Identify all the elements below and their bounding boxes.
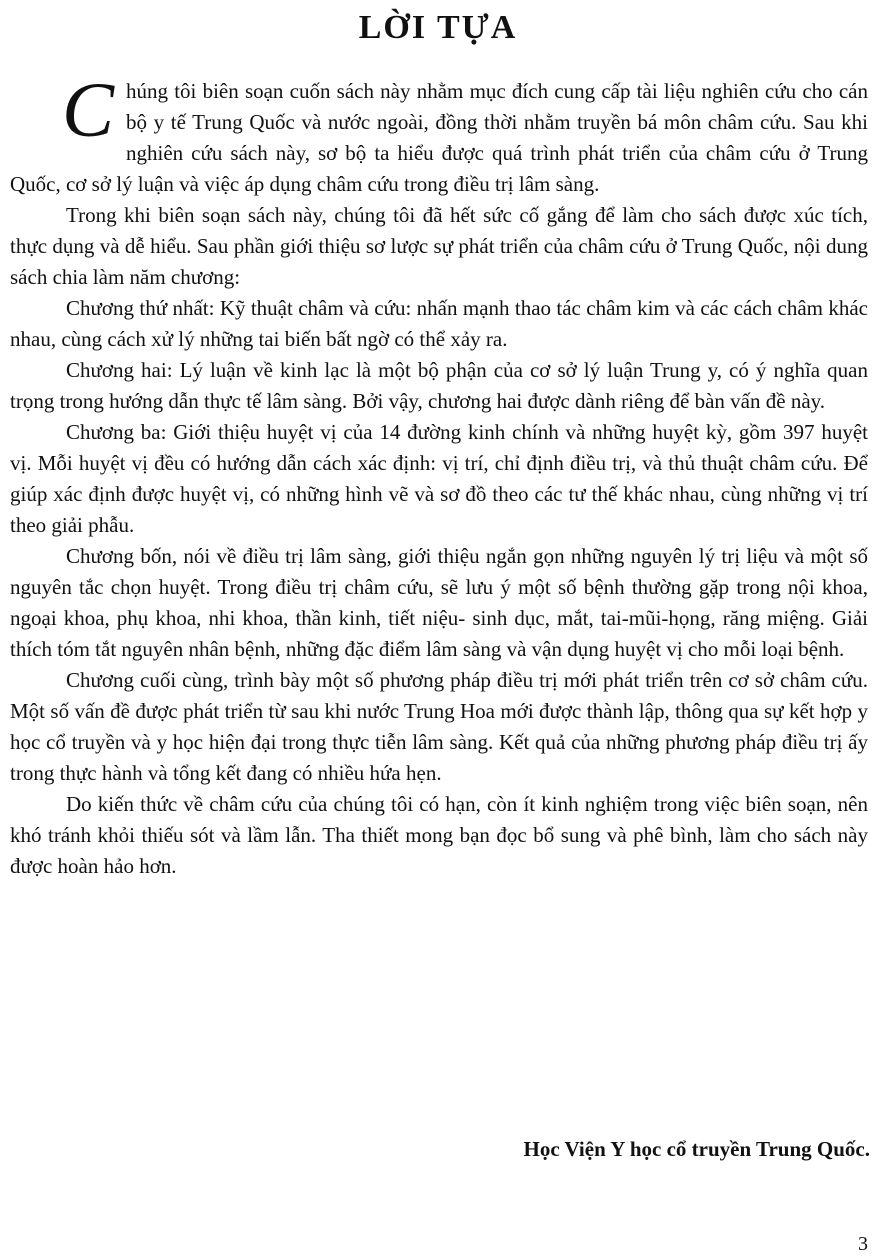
page-title: LỜI TỰA bbox=[358, 9, 518, 46]
paragraph-2: Trong khi biên soạn sách này, chúng tôi đã hết sức cố gắng để làm cho sách được xúc tích, thực dụng và dễ hiểu. Sau phần giới thiệu sơ lược sự phát triển của châm cứu ở Trung Quốc, nội dung sách chia làm năm chương: bbox=[10, 203, 868, 289]
paragraph-1 bbox=[10, 66, 868, 200]
preface-body bbox=[10, 66, 868, 882]
drop-cap-letter: C bbox=[61, 66, 115, 153]
paragraph-chapter-5: Chương cuối cùng, trình bày một số phương pháp điều trị mới phát triển trên cơ sở châm cứu. Một số vấn đề được phát triển từ sau khi nước Trung Hoa mới được thành lập, thông qua sự kết hợp y học cổ truyền và y học hiện đại trong thực tiễn lâm sàng. Kết quả của những phương pháp điều trị ấy trong thực hành và tổng kết đang có nhiều hứa hẹn. bbox=[10, 668, 868, 785]
paragraph-chapter-1: Chương thứ nhất: Kỹ thuật châm và cứu: nhấn mạnh thao tác châm kim và các cách châm khác nhau, cùng cách xử lý những tai biến bất ngờ có thể xảy ra. bbox=[10, 296, 868, 351]
page-number: 3 bbox=[858, 1233, 868, 1255]
signature-line: Học Viện Y học cổ truyền Trung Quốc. bbox=[523, 1137, 870, 1161]
paragraph-closing: Do kiến thức về châm cứu của chúng tôi có hạn, còn ít kinh nghiệm trong việc biên soạn, nên khó tránh khỏi thiếu sót và lầm lẫn. Tha thiết mong bạn đọc bổ sung và phê bình, làm cho sách này được hoàn hảo hơn. bbox=[10, 792, 868, 878]
paragraph-chapter-4: Chương bốn, nói về điều trị lâm sàng, giới thiệu ngắn gọn những nguyên lý trị liệu và một số nguyên tắc chọn huyệt. Trong điều trị châm cứu, sẽ lưu ý một số bệnh thường gặp trong nội khoa, ngoại khoa, phụ khoa, nhi khoa, thần kinh, tiết niệu- sinh dục, mắt, tai-mũi-họng, răng miệng. Giải thích tóm tắt nguyên nhân bệnh, những đặc điểm lâm sàng và vận dụng huyệt vị cho mỗi loại bệnh. bbox=[10, 544, 868, 661]
paragraph-chapter-3: Chương ba: Giới thiệu huyệt vị của 14 đường kinh chính và những huyệt kỳ, gồm 397 huyệt vị. Mỗi huyệt vị đều có hướng dẫn cách xác định: vị trí, chỉ định điều trị, và thủ thuật châm cứu. Để giúp xác định được huyệt vị, có những hình vẽ và sơ đồ theo các tư thế khác nhau, cùng những vị trí theo giải phẫu. bbox=[10, 420, 868, 537]
paragraph-1-text: húng tôi biên soạn cuốn sách này nhằm mục đích cung cấp tài liệu nghiên cứu cho cán bộ y tế Trung Quốc và nước ngoài, đồng thời nhằm truyền bá môn châm cứu. Sau khi nghiên cứu sách này, sơ bộ ta hiểu được quá trình phát triển của châm cứu ở Trung Quốc, cơ sở lý luận và việc áp dụng châm cứu trong điều trị lâm sàng. bbox=[10, 79, 868, 196]
paragraph-chapter-2: Chương hai: Lý luận về kinh lạc là một bộ phận của cơ sở lý luận Trung y, có ý nghĩa quan trọng trong hướng dẫn thực tế lâm sàng. Bởi vậy, chương hai được dành riêng để bàn vấn đề này. bbox=[10, 358, 868, 413]
